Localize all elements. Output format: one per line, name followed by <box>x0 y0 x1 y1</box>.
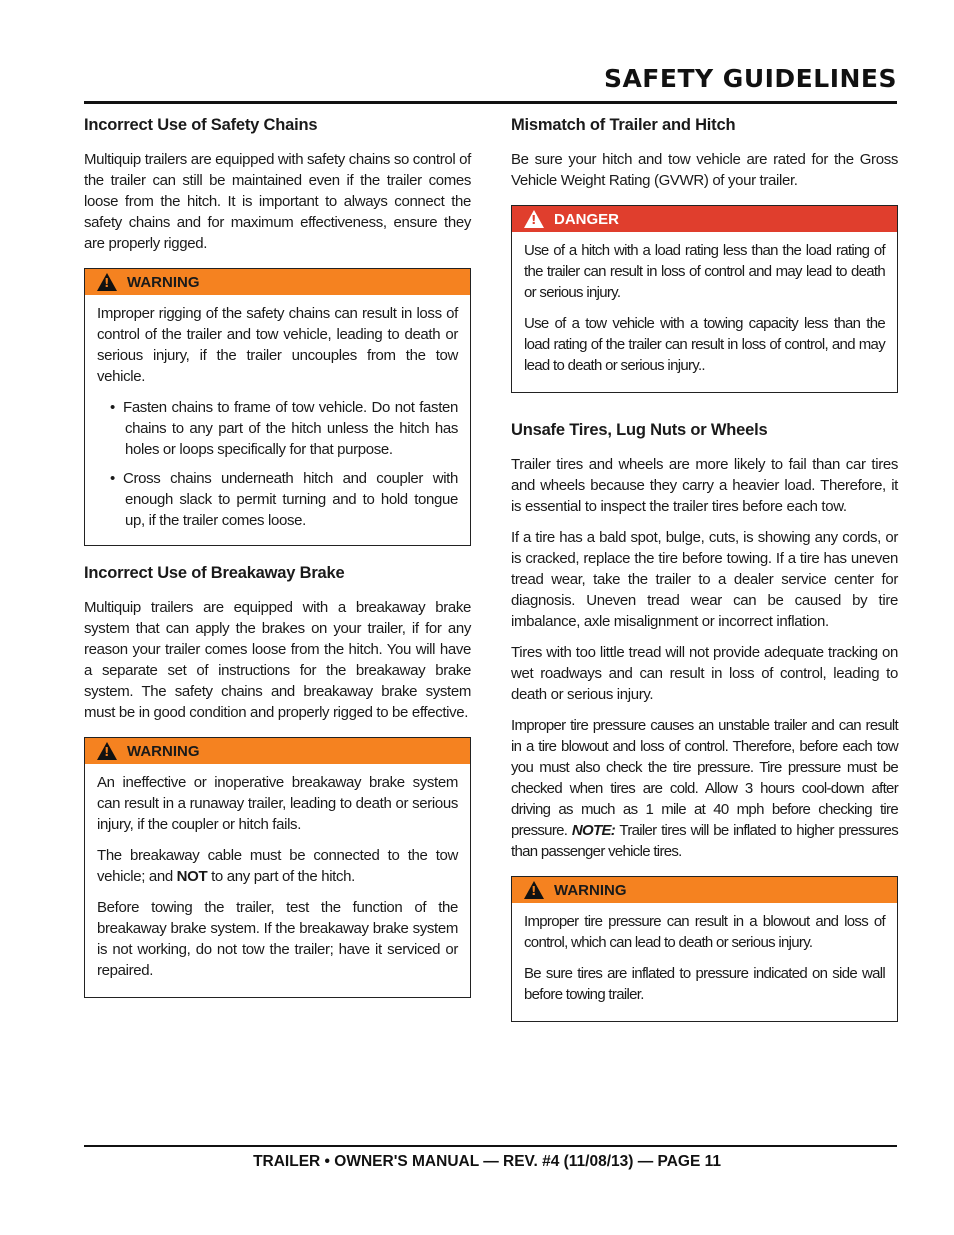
danger-text: Use of a tow vehicle with a towing capacity less than the load rating of the trailer can result in loss of control, and may lead to death or serious injury.. <box>524 315 885 374</box>
section-body-tires: Trailer tires and wheels are more likely to fail than car tires and wheels because they carry a heavier load. Therefore, it is essential to inspect the trailer tires before each tow. <box>511 456 898 515</box>
warning-triangle-icon <box>524 881 544 899</box>
danger-text: Use of a hitch with a load rating less than the load rating of the trailer can result in loss of control and may lead to death or serious injury. <box>524 242 885 301</box>
warning-body <box>512 903 897 1021</box>
section-heading-safety-chains: Incorrect Use of Safety Chains <box>84 116 318 134</box>
danger-header <box>512 206 897 232</box>
left-column <box>84 112 471 1016</box>
section-heading-breakaway-brake: Incorrect Use of Breakaway Brake <box>84 564 345 582</box>
section-heading-tires: Unsafe Tires, Lug Nuts or Wheels <box>511 421 768 439</box>
danger-body <box>512 232 897 392</box>
list-item <box>97 397 458 460</box>
emphasis-not: NOT <box>176 868 208 885</box>
warning-text: Improper tire pressure can result in a blowout and loss of control, which can lead to death or serious injury. <box>524 913 885 951</box>
warning-body <box>85 764 470 997</box>
warning-box-breakaway-brake <box>84 737 471 998</box>
text-run: Improper tire pressure causes an unstable trailer and can result in a tire blowout and loss of control. Therefore, before each tow you must also check the tire pressure. Tire pressure must be checked when tires are cold. Allow 3 hours cool-down after driving as much as 1 mile at 40 mph before checking tire pressure. <box>511 717 898 839</box>
bullet-mark: • <box>110 399 115 416</box>
section-body-tires <box>511 715 898 862</box>
warning-text <box>97 845 458 887</box>
warning-body <box>85 295 470 545</box>
warning-bullet-list <box>97 397 458 531</box>
warning-label: WARNING <box>127 742 200 760</box>
bullet-mark: • <box>110 470 115 487</box>
warning-text: An ineffective or inoperative breakaway brake system can result in a runaway trailer, leading to death or serious injury, if the coupler or hitch fails. <box>97 774 458 833</box>
footer-rule <box>84 1145 897 1147</box>
header-rule <box>84 101 897 104</box>
warning-triangle-icon <box>97 273 117 291</box>
warning-header <box>85 269 470 295</box>
text-run: Trailer tires will be inflated to higher pressures than passenger vehicle tires. <box>511 822 898 860</box>
section-body-trailer-hitch: Be sure your hitch and tow vehicle are rated for the Gross Vehicle Weight Rating (GVWR) of your trailer. <box>511 151 898 189</box>
warning-triangle-icon <box>97 742 117 760</box>
warning-label: WARNING <box>554 881 627 899</box>
section-body-tires: If a tire has a bald spot, bulge, cuts, is showing any cords, or is cracked, replace the tire before towing. If a tire has uneven tread wear, take the trailer to a dealer service center for diagnosis. Uneven tread wear can be caused by tire imbalance, axle misalignment or incorrect inflation. <box>511 529 898 630</box>
warning-box-tire-pressure <box>511 876 898 1022</box>
bullet-text: Fasten chains to frame of tow vehicle. Do not fasten chains to any part of the hitch unless the hitch has holes or loops specifically for that purpose. <box>123 399 458 458</box>
section-body-tires: Tires with too little tread will not provide adequate tracking on wet roadways and can result in loss of control, leading to death or serious injury. <box>511 644 898 703</box>
list-item <box>97 468 458 531</box>
section-body-breakaway-brake: Multiquip trailers are equipped with a breakaway brake system that can apply the brakes on your trailer, if for any reason your trailer comes loose from the hitch. You will have a separate set of instructions for the breakaway brake system. The safety chains and breakaway brake system must be in good condition and properly rigged to be effective. <box>84 599 471 721</box>
right-column <box>511 112 898 1040</box>
warning-header <box>85 738 470 764</box>
warning-header <box>512 877 897 903</box>
page-title: SAFETY GUIDELINES <box>603 64 897 93</box>
warning-box-safety-chains <box>84 268 471 546</box>
text-run: to any part of the hitch. <box>207 868 355 885</box>
text-run: The breakaway cable must be connected to the tow vehicle; and <box>97 847 458 885</box>
warning-label: WARNING <box>127 273 200 291</box>
warning-text: Be sure tires are inflated to pressure indicated on side wall before towing trailer. <box>524 965 885 1003</box>
warning-text: Improper rigging of the safety chains can result in loss of control of the trailer and tow vehicle, leading to death or serious injury, if the trailer uncouples from the tow vehicle. <box>97 305 458 385</box>
danger-label: DANGER <box>554 210 620 228</box>
note-label: NOTE: <box>571 822 616 839</box>
danger-triangle-icon <box>524 210 544 228</box>
section-heading-trailer-hitch: Mismatch of Trailer and Hitch <box>511 116 736 134</box>
bullet-text: Cross chains underneath hitch and coupler with enough slack to permit turning and to hold tongue up, if the trailer comes loose. <box>123 470 458 529</box>
danger-box <box>511 205 898 393</box>
warning-text: Before towing the trailer, test the function of the breakaway brake system. If the breakaway brake system is not working, do not tow the trailer; have it serviced or repaired. <box>97 899 458 979</box>
page-footer: TRAILER • OWNER'S MANUAL — REV. #4 (11/08/13) — PAGE 11 <box>253 1153 721 1170</box>
section-body-safety-chains: Multiquip trailers are equipped with safety chains so control of the trailer can still be maintained even if the trailer comes loose from the hitch. It is important to always connect the safety chains and for maximum effectiveness, ensure they are properly rigged. <box>84 151 471 252</box>
